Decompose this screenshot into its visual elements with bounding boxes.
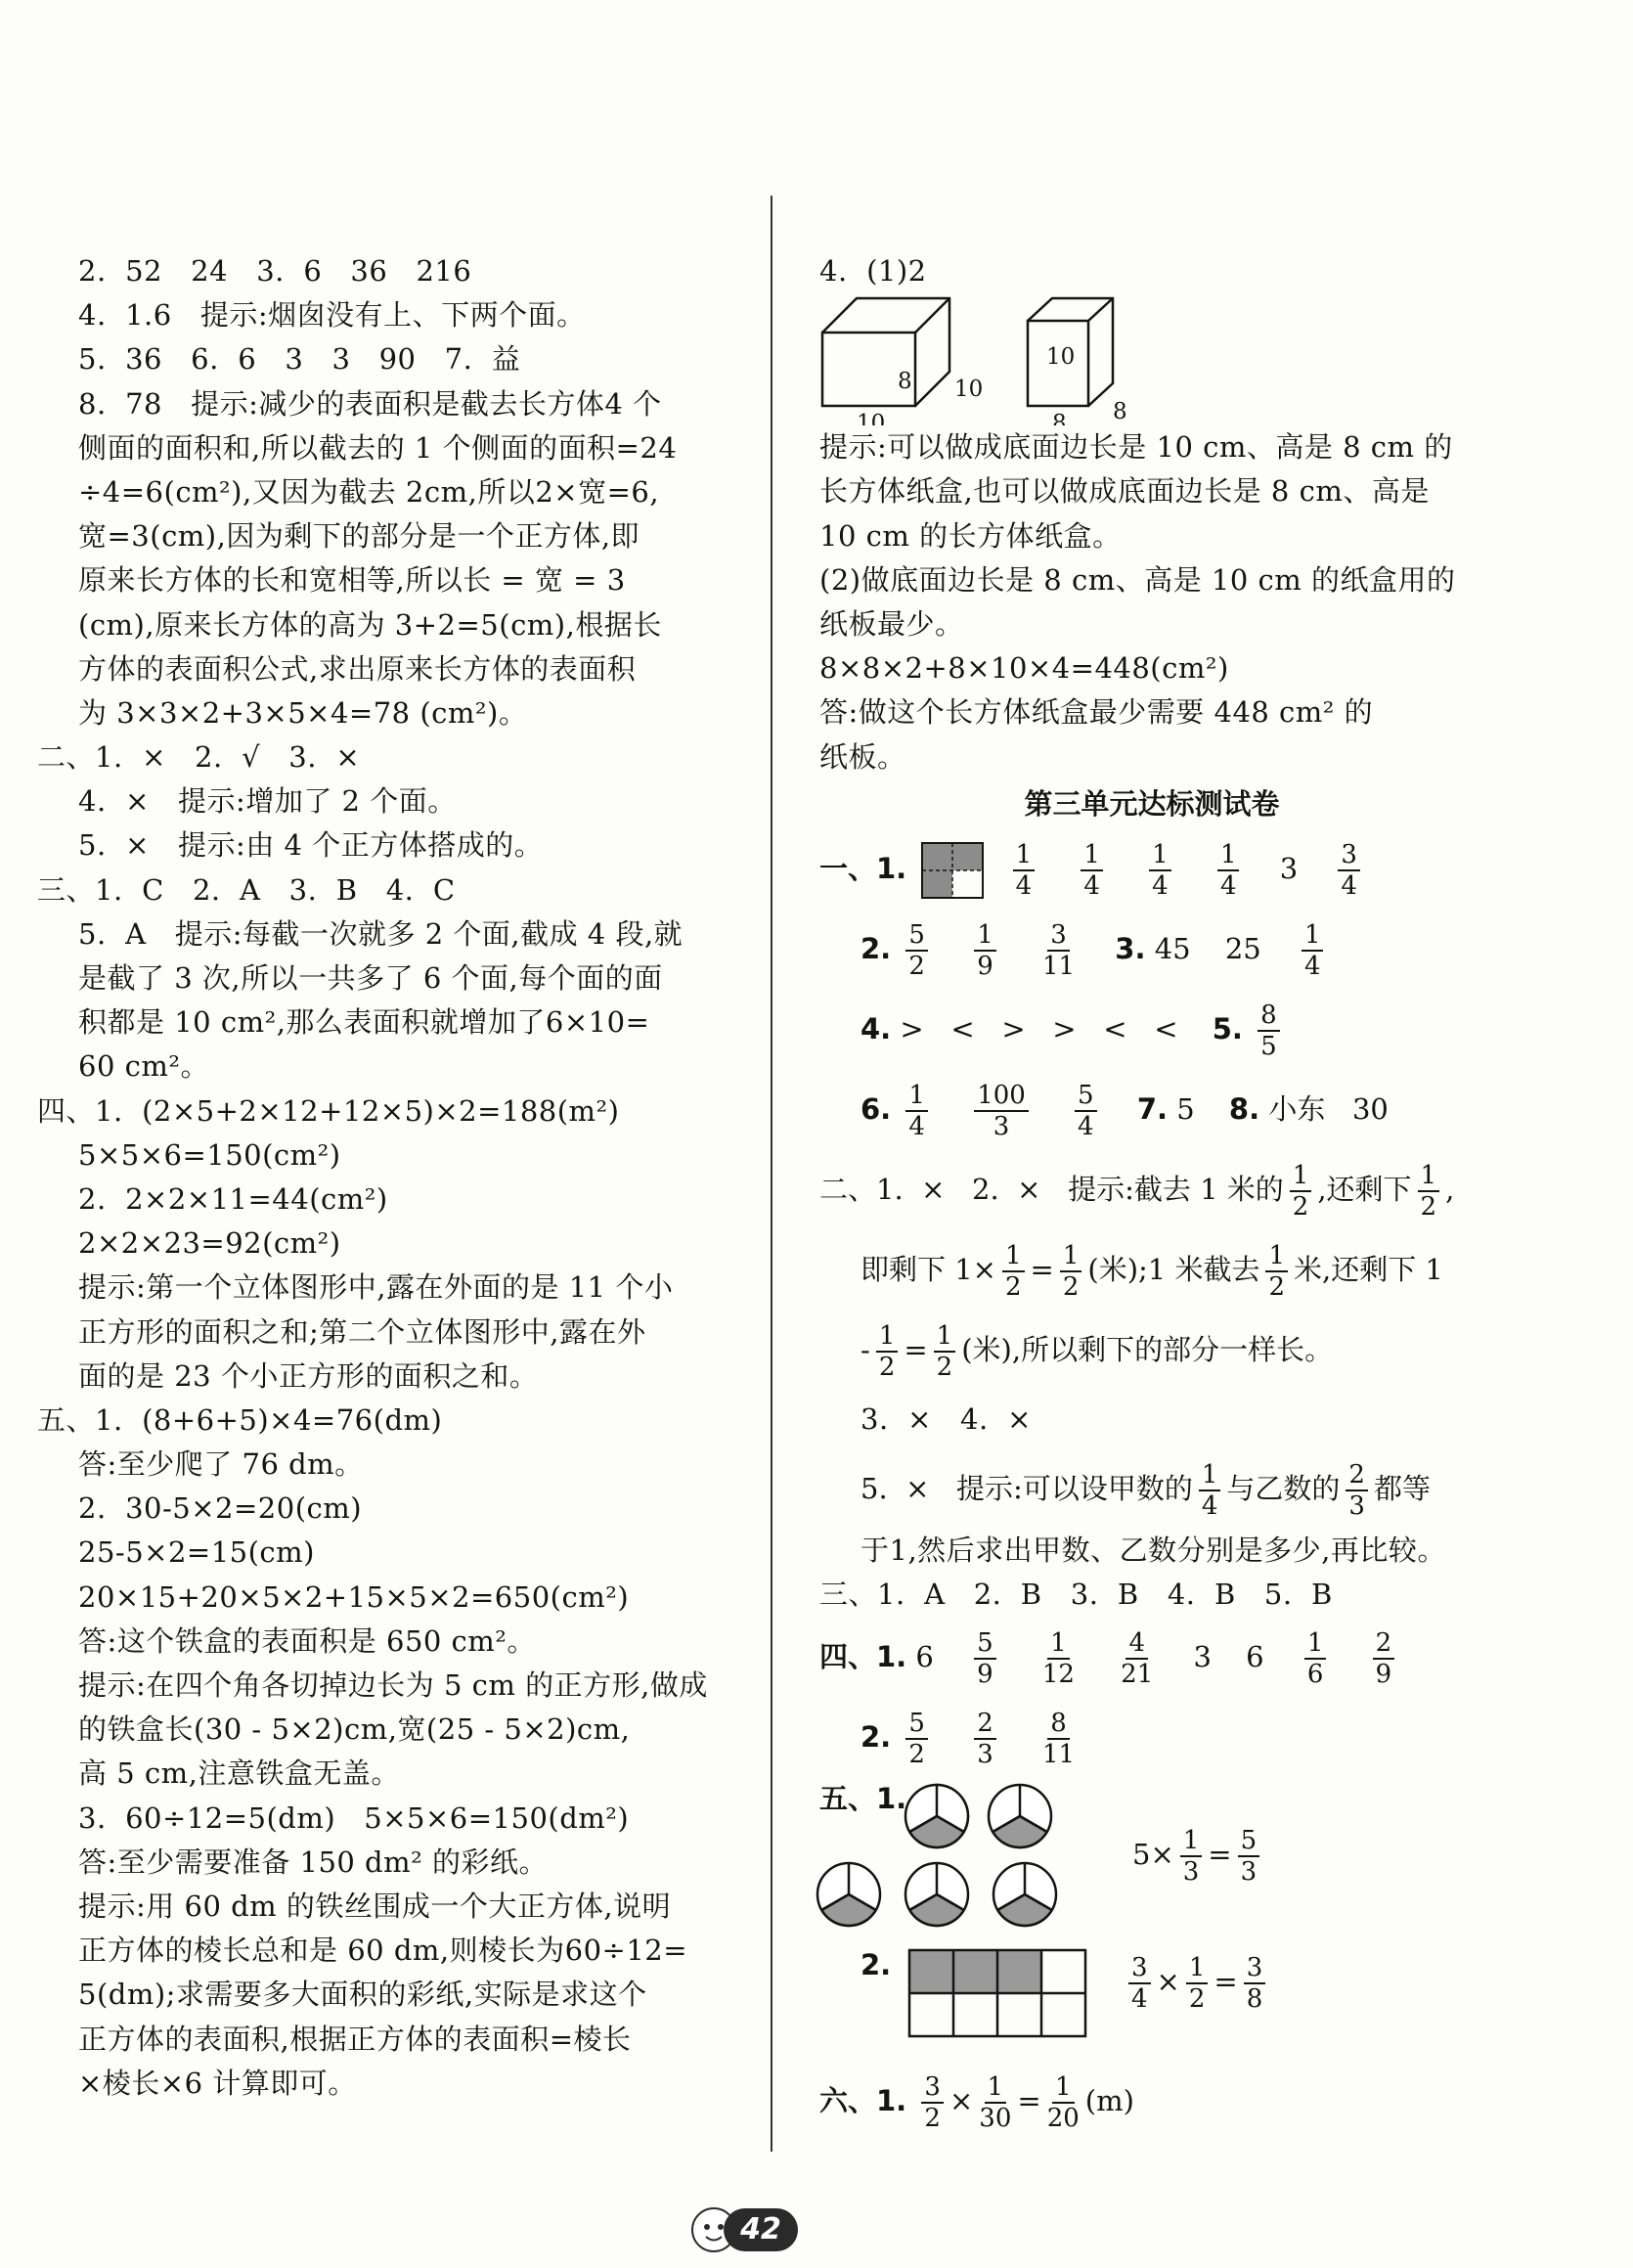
- fraction: [1042, 920, 1075, 981]
- comparison-signs: > < > > < <: [900, 1011, 1178, 1045]
- text: ,还剩下: [1317, 1172, 1412, 1206]
- text-line-l12: 二、1. × 2. √ 3. ×: [37, 740, 361, 775]
- num: 1: [1149, 840, 1171, 871]
- value: 3: [1279, 851, 1299, 885]
- num: 1: [1081, 840, 1103, 871]
- q1-label: 一、1.: [819, 851, 907, 885]
- judge-row-2: [819, 1229, 1484, 1310]
- den: 2: [908, 1740, 925, 1770]
- num: 1: [1199, 1460, 1221, 1491]
- text: -: [861, 1332, 870, 1366]
- q6-label: 6.: [861, 1091, 892, 1126]
- den: 4: [1015, 870, 1033, 901]
- cuboid1-height-label: 8: [898, 369, 912, 395]
- num: 1: [876, 1321, 899, 1353]
- text-line-l42: ×棱长×6 计算即可。: [78, 2066, 357, 2100]
- text: (m): [1084, 2084, 1134, 2118]
- value: 45: [1154, 931, 1191, 965]
- text-line-r04: 10 cm 的长方体纸盒。: [819, 518, 1122, 553]
- den: 11: [1041, 951, 1076, 981]
- num: 1: [1013, 840, 1036, 871]
- num: 1: [974, 920, 996, 952]
- num: 2: [974, 1709, 996, 1740]
- text-line-l15: 三、1. C 2. A 3. B 4. C: [37, 872, 456, 907]
- fraction: [1338, 840, 1360, 901]
- page-number: 42: [724, 2208, 798, 2251]
- text-line-l26: 面的是 23 个小正方形的面积之和。: [78, 1358, 539, 1393]
- den: 3: [1182, 1857, 1200, 1888]
- judge-row-5: [819, 1448, 1484, 1529]
- answer-row-q4: [819, 989, 1484, 1069]
- den: 11: [1041, 1740, 1076, 1770]
- fraction: [1002, 1241, 1025, 1302]
- text: 都等: [1373, 1471, 1431, 1505]
- text-line-l07: 宽=3(cm),因为剩下的部分是一个正方体,即: [78, 519, 640, 554]
- fraction: [974, 1628, 996, 1689]
- cuboid2-height-label: 10: [1046, 344, 1076, 371]
- answer-row-q6: [819, 1069, 1484, 1149]
- cuboid2-width-label: 8: [1052, 411, 1067, 426]
- den: 4: [1083, 870, 1100, 901]
- text-line-l11: 为 3×3×2+3×5×4=78 (cm²)。: [78, 695, 528, 730]
- text: =: [1030, 1252, 1054, 1286]
- text: =: [1208, 1838, 1232, 1872]
- text: =: [904, 1332, 928, 1366]
- fraction: [905, 920, 928, 981]
- num: 1: [1265, 1241, 1288, 1272]
- fraction: [1180, 1826, 1203, 1887]
- pie-4: [905, 1863, 968, 1926]
- label: 2.: [861, 1948, 892, 1982]
- den: 4: [1201, 1490, 1218, 1521]
- pie-figure-block: [819, 1777, 1484, 1938]
- text-line-l38: 提示:用 60 dm 的铁丝围成一个大正方体,说明: [78, 1889, 672, 1923]
- den: 3: [993, 1111, 1010, 1141]
- fraction: [1217, 840, 1240, 901]
- fraction: [1081, 840, 1103, 901]
- q8-label: 8.: [1228, 1091, 1260, 1126]
- den: 4: [1131, 1984, 1148, 2015]
- den: 9: [977, 951, 993, 981]
- text-line-l10: 方体的表面积公式,求出原来长方体的表面积: [78, 651, 637, 686]
- q5-label: 5.: [1212, 1011, 1243, 1045]
- num: 3: [1338, 840, 1360, 871]
- fraction: [905, 1709, 928, 1769]
- fraction: [1265, 1241, 1288, 1302]
- choice-row: 三、1. A 2. B 3. B 4. B 5. B: [819, 1577, 1333, 1611]
- text-line-l35: 高 5 cm,注意铁盒无盖。: [78, 1757, 400, 1791]
- num: 1: [934, 1321, 956, 1353]
- num: 1: [1052, 2072, 1075, 2104]
- text-line-l23: 2×2×23=92(cm²): [78, 1226, 341, 1261]
- text: 与乙数的: [1226, 1471, 1341, 1505]
- text: 即剩下 1×: [861, 1252, 996, 1286]
- grid-cell-shaded: [909, 1950, 953, 1993]
- num: 8: [1047, 1709, 1070, 1740]
- num: 1: [985, 2072, 1007, 2104]
- text-line-l33: 提示:在四个角各切掉边长为 5 cm 的正方形,做成: [78, 1668, 708, 1702]
- num: 1: [1304, 1628, 1327, 1660]
- den: 2: [1420, 1191, 1437, 1222]
- app-row-1: [819, 2061, 1484, 2141]
- den: 2: [924, 2104, 941, 2134]
- fraction: [974, 1081, 1029, 1141]
- left-column: [37, 249, 751, 2106]
- text: ×: [1156, 1965, 1180, 1999]
- text-line-r02: 提示:可以做成底面边长是 10 cm、高是 8 cm 的: [819, 430, 1453, 465]
- fraction: [934, 1321, 956, 1382]
- text-line-l39: 正方体的棱长总和是 60 dm,则棱长为60÷12=: [78, 1934, 688, 1968]
- den: 2: [1062, 1271, 1080, 1302]
- pie-5: [993, 1863, 1056, 1926]
- num: 3: [1047, 920, 1070, 952]
- label: 2.: [861, 1720, 892, 1755]
- cuboid1-top-side: [822, 298, 949, 406]
- text-line-r05: (2)做底面边长是 8 cm、高是 10 cm 的纸盒用的: [819, 562, 1456, 597]
- text-line-l05: 侧面的面积和,所以截去的 1 个侧面的面积=24: [78, 430, 678, 465]
- value: 5: [1176, 1091, 1195, 1126]
- cuboid1-edge: [915, 298, 949, 333]
- num: 3: [1244, 1953, 1266, 1984]
- text-line-l41: 正方体的表面积,根据正方体的表面积=棱长: [78, 2022, 632, 2056]
- text: ,: [1445, 1172, 1455, 1206]
- text: =: [1214, 1965, 1238, 1999]
- fraction: [1013, 840, 1036, 901]
- text-line-l40: 5(dm);求需要多大面积的彩纸,实际是求这个: [78, 1978, 647, 2012]
- fraction: [921, 2072, 944, 2133]
- text-line-l28: 答:至少爬了 76 dm。: [78, 1447, 364, 1482]
- fraction: [905, 1081, 928, 1141]
- text-line-r07: 8×8×2+8×10×4=448(cm²): [819, 651, 1229, 686]
- text: 5. × 提示:可以设甲数的: [861, 1471, 1193, 1505]
- text-line-l24: 提示:第一个立体图形中,露在外面的是 11 个小: [78, 1270, 674, 1305]
- fraction: [1373, 1628, 1395, 1689]
- grid-shade-2: [952, 843, 983, 870]
- column-divider: [771, 196, 772, 2152]
- text-line-r01: 4. (1)2: [819, 254, 927, 288]
- text-line-l32: 答:这个铁盒的表面积是 650 cm²。: [78, 1623, 536, 1658]
- text: (米);1 米截去: [1087, 1252, 1260, 1286]
- num: 1: [1047, 1628, 1070, 1660]
- pie-drawings-row2: [790, 1855, 1083, 1938]
- text-line-l01: 2. 52 24 3. 6 36 216: [78, 254, 472, 288]
- den: 9: [1375, 1660, 1392, 1690]
- fraction: [1075, 1081, 1097, 1141]
- den: 2: [1004, 1271, 1022, 1302]
- fraction: [1244, 1953, 1266, 2014]
- answer-row-q2: [819, 909, 1484, 989]
- text-line-l37: 答:至少需要准备 150 dm² 的彩纸。: [78, 1845, 548, 1879]
- fraction: [1302, 920, 1324, 981]
- text-line-l22: 2. 2×2×11=44(cm²): [78, 1181, 388, 1216]
- num: 1: [1186, 1953, 1209, 1984]
- text-line-l36: 3. 60÷12=5(dm) 5×5×6=150(dm²): [78, 1801, 630, 1835]
- num: 2: [1373, 1628, 1395, 1660]
- num: 1: [1180, 1826, 1203, 1857]
- den: 2: [878, 1352, 896, 1382]
- grid-cell-shaded: [953, 1950, 997, 1993]
- den: 2: [908, 951, 925, 981]
- den: 4: [908, 1111, 925, 1141]
- fraction: [1149, 840, 1171, 901]
- value: 6: [1246, 1640, 1264, 1674]
- grid-shade-3: [922, 870, 952, 898]
- value: 6: [915, 1640, 934, 1674]
- cuboid2-edge: [1088, 298, 1113, 321]
- label: 五、1.: [819, 1782, 907, 1816]
- den: 2: [936, 1352, 953, 1382]
- den: 8: [1246, 1984, 1263, 2015]
- text-line-l14: 5. × 提示:由 4 个正方体搭成的。: [78, 828, 544, 863]
- fraction: [1042, 1709, 1075, 1769]
- num: 100: [974, 1081, 1029, 1112]
- fraction: [1186, 1953, 1209, 2014]
- fill-row-1: [819, 1617, 1484, 1697]
- cuboid-drawings: [819, 293, 1484, 425]
- den: 2: [1188, 1984, 1206, 2015]
- num: 5: [1075, 1081, 1097, 1112]
- text-line-l21: 5×5×6=150(cm²): [78, 1137, 341, 1172]
- q7-label: 7.: [1136, 1091, 1169, 1126]
- grid-equation: [1123, 1953, 1271, 2014]
- den: 20: [1046, 2104, 1080, 2134]
- text-line-r06: 纸板最少。: [819, 606, 964, 641]
- num: 1: [1060, 1241, 1082, 1272]
- fraction: [1304, 1628, 1327, 1689]
- text-line-l17: 是截了 3 次,所以一共多了 6 个面,每个面的面: [78, 961, 663, 995]
- fraction: [876, 1321, 899, 1382]
- grid-cell-shaded: [997, 1950, 1041, 1993]
- num: 3: [921, 2072, 944, 2104]
- text-line-r09: 纸板。: [819, 739, 906, 774]
- den: 4: [1078, 1111, 1094, 1141]
- q2-label: 2.: [861, 931, 892, 965]
- num: 1: [1302, 920, 1324, 952]
- den: 4: [1152, 870, 1169, 901]
- den: 3: [1240, 1857, 1258, 1888]
- num: 1: [1290, 1161, 1312, 1192]
- cuboid1-depth-label: 10: [954, 377, 984, 403]
- text-line-l04: 8. 78 提示:减少的表面积是截去长方体4 个: [78, 386, 662, 421]
- text-line-l20: 四、1. (2×5+2×12+12×5)×2=188(m²): [37, 1093, 620, 1128]
- judge-row-6: 于1,然后求出甲数、乙数分别是多少,再比较。: [861, 1533, 1446, 1567]
- den: 2: [1268, 1271, 1285, 1302]
- den: 3: [1348, 1490, 1365, 1521]
- label: 四、1.: [819, 1640, 907, 1674]
- value: 小东 30: [1268, 1091, 1389, 1126]
- text-line-l09: (cm),原来长方体的高为 3+2=5(cm),根据长: [78, 607, 662, 642]
- text-line-l29: 2. 30-5×2=20(cm): [78, 1491, 363, 1526]
- num: 4: [1125, 1628, 1148, 1660]
- text-line-l02: 4. 1.6 提示:烟囱没有上、下两个面。: [78, 298, 586, 333]
- text-line-l18: 积都是 10 cm²,那么表面积就增加了6×10=: [78, 1005, 650, 1040]
- num: 1: [905, 1081, 928, 1112]
- den: 3: [977, 1740, 993, 1770]
- text: 二、1. × 2. × 提示:截去 1 米的: [819, 1172, 1284, 1206]
- value: 3: [1193, 1640, 1212, 1674]
- box-figures: [819, 293, 1484, 425]
- fraction: [1128, 1953, 1151, 2014]
- fraction: [974, 1709, 996, 1769]
- den: 12: [1041, 1660, 1075, 1690]
- num: 3: [1128, 1953, 1151, 1984]
- right-column: [819, 249, 1484, 2141]
- text: 米,还剩下 1: [1294, 1252, 1443, 1286]
- fraction: [1047, 2072, 1080, 2133]
- cuboid1-width-label: 10: [857, 411, 886, 426]
- fraction: [1290, 1161, 1312, 1222]
- text-line-l31: 20×15+20×5×2+15×5×2=650(cm²): [78, 1579, 630, 1614]
- pie-1: [905, 1785, 968, 1847]
- text: (米),所以剩下的部分一样长。: [961, 1332, 1334, 1366]
- den: 6: [1306, 1660, 1324, 1690]
- fraction: [1238, 1826, 1260, 1887]
- fraction: [974, 920, 996, 981]
- text-line-r03: 长方体纸盒,也可以做成底面边长是 8 cm、高是: [819, 474, 1430, 509]
- fraction: [1060, 1241, 1082, 1302]
- fraction: [1042, 1628, 1075, 1689]
- label: 六、1.: [819, 2084, 907, 2118]
- num: 8: [1258, 1001, 1280, 1032]
- den: 30: [979, 2104, 1012, 2134]
- fraction: [1199, 1460, 1221, 1521]
- fraction: [979, 2072, 1011, 2133]
- text-line-l13: 4. × 提示:增加了 2 个面。: [78, 784, 457, 819]
- judge-row-4: 3. × 4. ×: [861, 1401, 1032, 1436]
- text-line-l27: 五、1. (8+6+5)×4=76(dm): [37, 1402, 443, 1437]
- section-title: 第三单元达标测试卷: [1024, 786, 1280, 821]
- rect-grid-drawing: [907, 1948, 1103, 2041]
- text: 5×: [1132, 1838, 1174, 1872]
- num: 5: [905, 920, 928, 952]
- grid-shade-1: [922, 843, 952, 870]
- num: 5: [905, 1709, 928, 1740]
- den: 4: [1219, 870, 1237, 901]
- grid-figure-block: [819, 1938, 1484, 2061]
- num: 2: [1346, 1460, 1368, 1491]
- fraction: [1258, 1001, 1280, 1061]
- pie-3: [817, 1863, 880, 1926]
- den: 2: [1292, 1191, 1309, 1222]
- q4-label: 4.: [861, 1011, 892, 1045]
- pie-equation: [1132, 1826, 1265, 1887]
- text-line-l19: 60 cm²。: [78, 1049, 209, 1084]
- num: 1: [1002, 1241, 1025, 1272]
- answer-row-q1: [819, 828, 1484, 909]
- pie-2: [989, 1785, 1051, 1847]
- text: ×: [949, 2084, 974, 2118]
- den: 4: [1303, 951, 1321, 981]
- text-line-l16: 5. A 提示:每截一次就多 2 个面,截成 4 段,就: [78, 916, 684, 951]
- fraction: [1121, 1628, 1153, 1689]
- num: 1: [1217, 840, 1240, 871]
- num: 5: [1238, 1826, 1260, 1857]
- text-line-l06: ÷4=6(cm²),又因为截去 2cm,所以2×宽=6,: [78, 474, 660, 509]
- text-line-r08: 答:做这个长方体纸盒最少需要 448 cm² 的: [819, 695, 1374, 730]
- den: 4: [1341, 870, 1357, 901]
- den: 5: [1260, 1031, 1277, 1061]
- text-line-l25: 正方形的面积之和;第二个立体图形中,露在外: [78, 1314, 646, 1349]
- text-line-l08: 原来长方体的长和宽相等,所以长 = 宽 = 3: [78, 563, 626, 598]
- judge-row-3: [819, 1310, 1484, 1390]
- num: 5: [974, 1628, 996, 1660]
- fraction: [1418, 1161, 1440, 1222]
- text-line-l34: 的铁盒长(30 - 5×2)cm,宽(25 - 5×2)cm,: [78, 1712, 631, 1747]
- num: 1: [1418, 1161, 1440, 1192]
- value: 25: [1224, 931, 1261, 965]
- text-line-l03: 5. 36 6. 6 3 3 90 7. 益: [78, 342, 521, 377]
- fraction-square-grid: [921, 842, 984, 899]
- den: 9: [977, 1660, 993, 1690]
- judge-row-1: [819, 1149, 1484, 1229]
- page-number-badge: [684, 2201, 812, 2259]
- q3-label: 3.: [1115, 931, 1146, 965]
- text: =: [1017, 2084, 1041, 2118]
- fill-row-2: [819, 1697, 1484, 1777]
- cuboid2-depth-label: 8: [1113, 399, 1127, 425]
- den: 21: [1121, 1660, 1154, 1690]
- fraction: [1346, 1460, 1368, 1521]
- text-line-l30: 25-5×2=15(cm): [78, 1535, 315, 1570]
